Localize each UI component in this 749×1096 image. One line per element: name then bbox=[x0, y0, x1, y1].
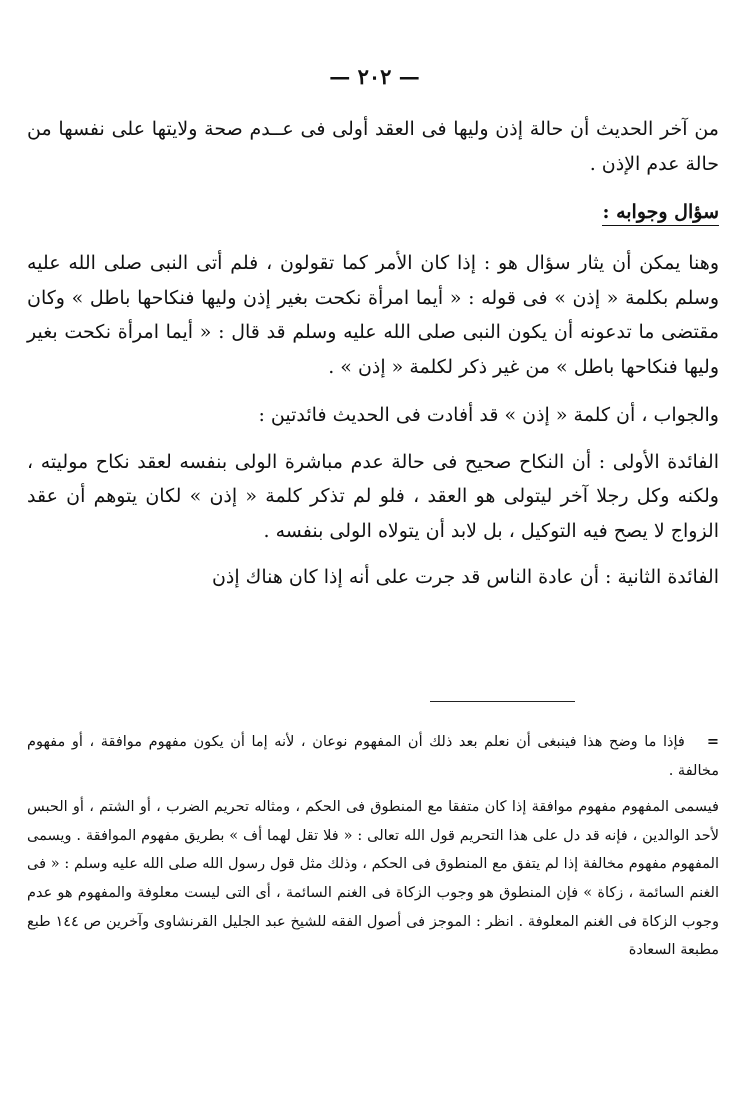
footnote-text-2: فيسمى المفهوم مفهوم موافقة إذا كان متفقا مع المنطوق فى الحكم ، ومثاله تحريم الضرب ، أو الشتم ، أو الحبس لأحد الوالدين ، فإنه قد دل على هذا التحريم قول الله تعالى : « فلا تقل لهما أف » بطريق مفهوم الموافقة . ويسمى المفهوم مفهوم مخالفة إذا لم يتفق مع المنطوق فى الحكم ، وذلك مثل قول رسول الله صلى الله عليه وسلم : « فى الغنم السائمة ، زكاة » فإن المنطوق هو وجوب الزكاة فى الغنم السائمة ، أى التى ليست معلوفة والمفهوم هو عدم وجوب الزكاة فى الغنم المعلوفة . انظر : الموجز فى أصول الفقه للشيخ عبد الجليل القرنشاوى وآخرين ص ١٤٤ طبع مطبعة السعادة bbox=[27, 799, 719, 959]
footnote-continuation bbox=[27, 728, 719, 785]
footnotes bbox=[27, 728, 719, 965]
paragraph-first-benefit: الفائدة الأولى : أن النكاح صحيح فى حالة عدم مباشرة الولى بنفسه لعقد نكاح موليته ، ولكنه وكل رجلا آخر ليتولى هو العقد ، فلو لم تذكر كلمة « إذن » لكان يتوهم أن عقد الزواج لا يصح فيه التوكيل ، بل لابد أن يتولاه الولى بنفسه . bbox=[27, 450, 719, 542]
footnote-divider bbox=[430, 701, 575, 702]
footnote-text-1: فإذا ما وضح هذا فينبغى أن نعلم بعد ذلك أن المفهوم نوعان ، لأنه إما أن يكون مفهوم موافقة ، أو مفهوم مخالفة . bbox=[27, 734, 719, 779]
paragraph-second-benefit: الفائدة الثانية : أن عادة الناس قد جرت على أنه إذا كان هناك إذن bbox=[211, 566, 719, 588]
paragraph-continuation: من آخر الحديث أن حالة إذن وليها فى العقد أولى فى عــدم صحة ولايتها على نفسها من حالة عدم الإذن . bbox=[27, 118, 719, 175]
paragraph-answer-intro: والجواب ، أن كلمة « إذن » قد أفادت فى الحديث فائدتين : bbox=[258, 404, 719, 426]
main-text bbox=[27, 112, 719, 595]
paragraph-question: وهنا يمكن أن يثار سؤال هو : إذا كان الأمر كما تقولون ، فلم أتى النبى صلى الله عليه وسلم بكلمة « إذن » فى قوله : « أيما امرأة نكحت بغير إذن وليها فنكاحها باطل » وكان مقتضى ما تدعونه أن يكون النبى صلى الله عليه وسلم قد قال : « أيما امرأة نكحت بغير وليها فنكاحها باطل » من غير ذكر لكلمة « إذن » . bbox=[27, 252, 719, 378]
section-heading: سؤال وجوابه : bbox=[602, 199, 719, 226]
page-number: — ٢٠٢ — bbox=[329, 64, 420, 89]
continuation-mark: = bbox=[706, 733, 719, 750]
